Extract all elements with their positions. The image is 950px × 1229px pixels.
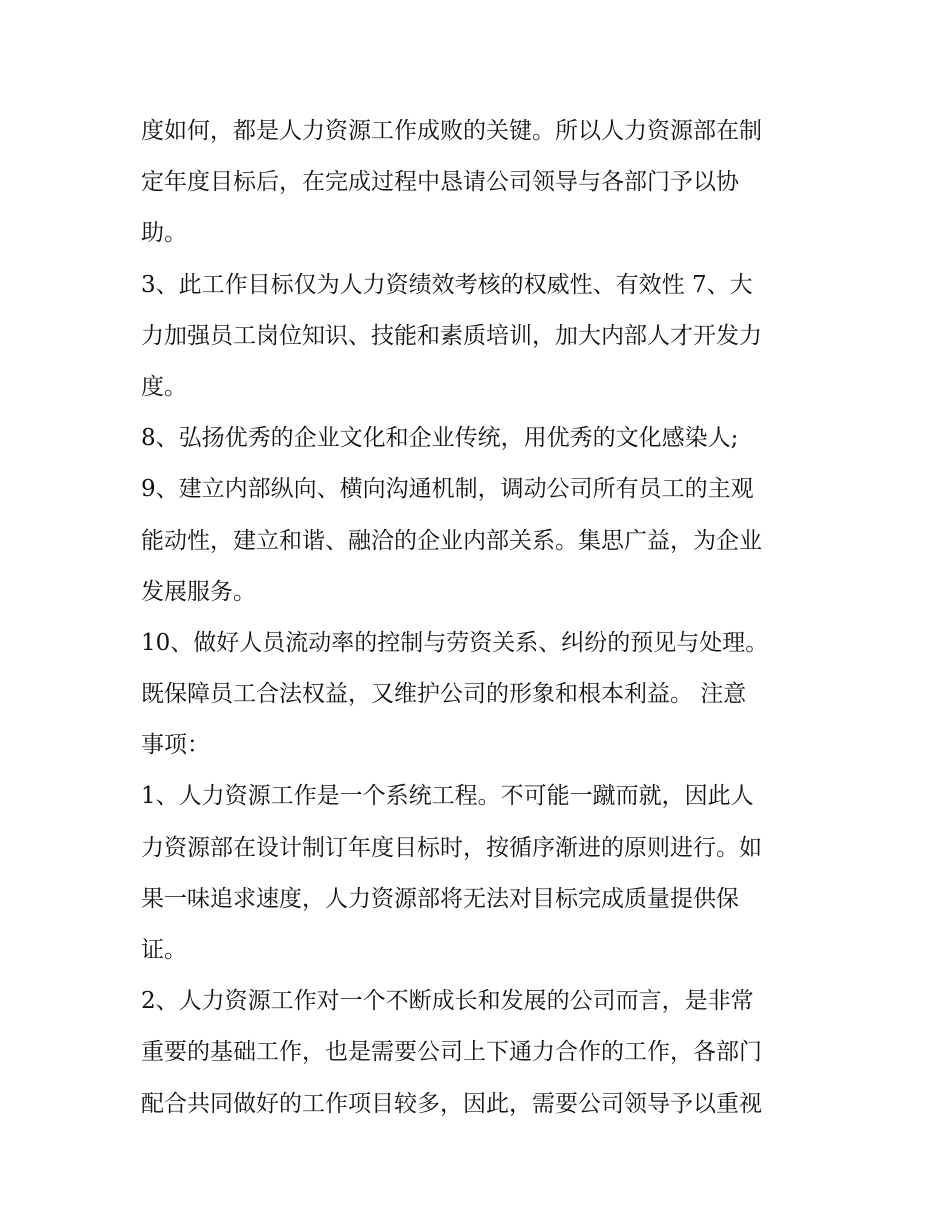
text-line: 果一味追求速度，人力资源部将无法对目标完成质量提供保 (141, 885, 739, 912)
text-line: 8、弘扬优秀的企业文化和企业传统，用优秀的文化感染人; (141, 425, 739, 452)
text-line: 度。 (141, 373, 187, 400)
text-line: 能动性，建立和谐、融洽的企业内部关系。集思广益，为企业 (141, 527, 762, 554)
text-line: 发展服务。 (141, 578, 256, 605)
text-line: 10、做好人员流动率的控制与劳资关系、纠纷的预见与处理。 (141, 629, 769, 656)
text-line: 助。 (141, 220, 187, 247)
text-line: 3、此工作目标仅为人力资绩效考核的权威性、有效性 7、大 (141, 271, 753, 298)
text-line: 重要的基础工作，也是需要公司上下通力合作的工作，各部门 (141, 1039, 762, 1066)
text-line: 力加强员工岗位知识、技能和素质培训，加大内部人才开发力 (141, 322, 762, 349)
text-line: 配合共同做好的工作项目较多，因此，需要公司领导予以重视 (141, 1090, 762, 1117)
text-line: 度如何，都是人力资源工作成败的关键。所以人力资源部在制 (141, 118, 762, 144)
text-line: 9、建立内部纵向、横向沟通机制，调动公司所有员工的主观 (141, 476, 754, 503)
text-line: 既保障员工合法权益，又维护公司的形象和根本利益。 注意 (141, 681, 747, 708)
text-line: 1、人力资源工作是一个系统工程。不可能一蹴而就，因此人 (141, 783, 754, 810)
text-line: 定年度目标后，在完成过程中恳请公司领导与各部门予以协 (141, 169, 739, 196)
text-line: 证。 (141, 937, 187, 963)
document-body (141, 106, 821, 1130)
text-line: 2、人力资源工作对一个不断成长和发展的公司而言，是非常 (141, 988, 754, 1015)
text-line: 力资源部在设计制订年度目标时，按循序渐进的原则进行。如 (141, 834, 762, 861)
text-line: 事项： (141, 732, 210, 759)
